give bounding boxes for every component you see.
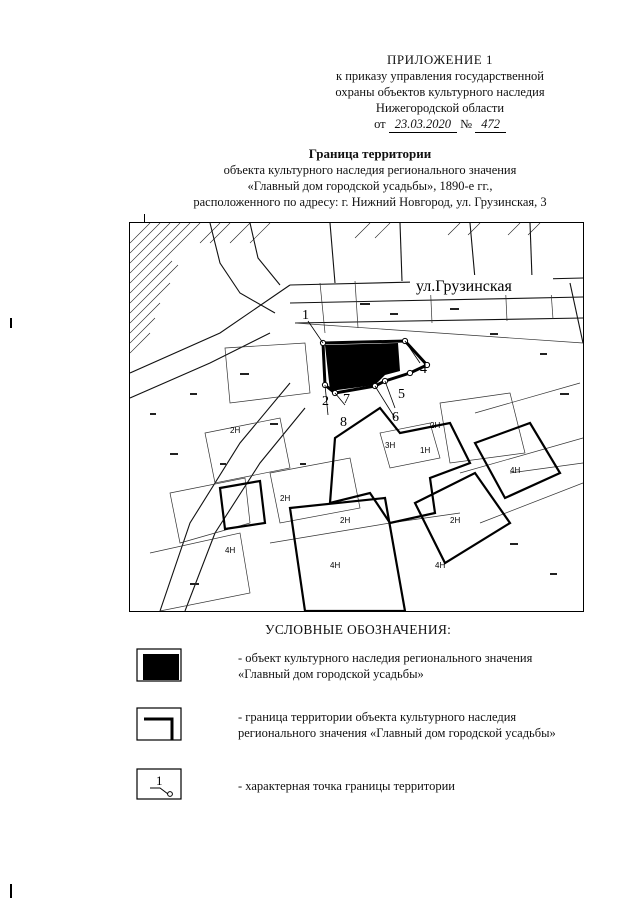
legend-heritage-swatch	[136, 648, 182, 682]
legend-heading: УСЛОВНЫЕ ОБОЗНАЧЕНИЯ:	[265, 622, 452, 637]
date-prefix: от	[374, 117, 386, 131]
title-line-2: «Главный дом городской усадьбы», 1890-е гг.,	[247, 179, 493, 193]
legend-point-number: 1	[156, 773, 163, 788]
point-number-1: 1	[302, 308, 309, 323]
appendix-line-2: охраны объектов культурного наследия	[335, 85, 545, 99]
margin-mark-top	[144, 214, 145, 222]
point-number-7: 7	[343, 392, 350, 407]
map-buildings	[220, 408, 560, 611]
map-parcels	[150, 277, 583, 611]
legend-item-3-text	[238, 778, 455, 794]
document-title	[150, 146, 590, 210]
appendix-block	[310, 52, 570, 133]
point-number-5: 5	[398, 387, 405, 402]
point-number-2: 2	[322, 394, 329, 409]
point-number-4: 4	[420, 362, 427, 377]
point-number-8: 8	[340, 415, 347, 430]
cadastral-map	[129, 222, 584, 612]
legend-item-2-text	[238, 709, 556, 741]
legend-boundary-swatch	[136, 707, 182, 741]
title-bold: Граница территории	[308, 146, 432, 161]
street-label-group	[410, 275, 553, 295]
point-number-6: 6	[392, 410, 399, 425]
legend-item-2-line-2: регионального значения «Главный дом городской усадьбы»	[238, 726, 556, 740]
legend-item-1-line-1: - объект культурного наследия регионального значения	[238, 651, 533, 665]
building-label: 2Н	[450, 516, 461, 525]
building-label: 1Н	[420, 446, 431, 455]
legend-item-1-text	[238, 650, 532, 682]
building-label: 4Н	[510, 466, 521, 475]
legend-point-swatch	[136, 768, 182, 800]
building-label: 4Н	[225, 546, 236, 555]
order-number: 472	[475, 116, 506, 133]
building-label: 2Н	[340, 516, 351, 525]
number-prefix: №	[460, 117, 473, 131]
building-label: 2Н	[430, 421, 441, 430]
margin-mark-bottom	[10, 884, 12, 898]
building-label: 4Н	[330, 561, 341, 570]
street-label: ул.Грузинская	[416, 278, 512, 295]
appendix-line-1: к приказу управления государственной	[336, 69, 544, 83]
legend-item-1-line-2: «Главный дом городской усадьбы»	[238, 667, 424, 681]
title-line-3: расположенного по адресу: г. Нижний Новгород, ул. Грузинская, 3	[193, 195, 547, 209]
legend-item-3-line-1: - характерная точка границы территории	[238, 779, 455, 793]
building-label: 3Н	[385, 441, 396, 450]
order-date-number	[310, 116, 570, 133]
point-number-3: 3	[368, 372, 375, 387]
heritage-building-fill	[325, 343, 400, 391]
order-date: 23.03.2020	[389, 116, 457, 133]
appendix-heading: ПРИЛОЖЕНИЕ 1	[387, 52, 493, 67]
building-label: 2Н	[280, 494, 291, 503]
legend-item-2-line-1: - граница территории объекта культурного наследия	[238, 710, 517, 724]
margin-mark-left	[10, 318, 12, 328]
map-drawing	[130, 223, 583, 611]
title-line-1: объекта культурного наследия регионального значения	[223, 163, 517, 177]
boundary-point-4	[407, 370, 412, 375]
building-label: 2Н	[230, 426, 241, 435]
appendix-line-3: Нижегородской области	[375, 101, 505, 115]
building-label: 4Н	[435, 561, 446, 570]
